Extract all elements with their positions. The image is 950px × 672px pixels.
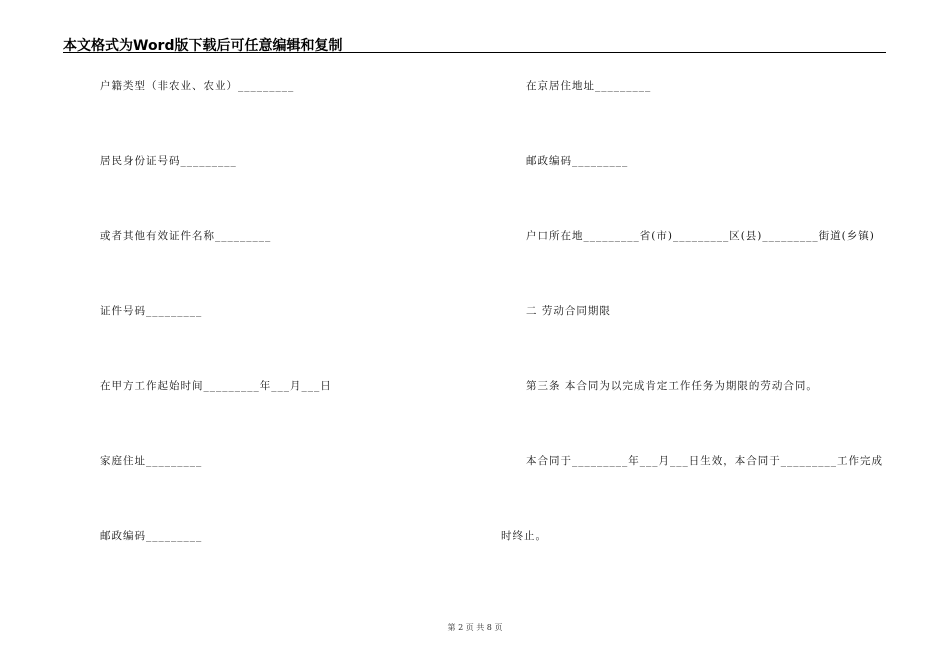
beijing-address-field: 在京居住地址_________ (526, 80, 652, 92)
registered-residence-field: 户口所在地_________省(市)_________区(县)_________街道(乡镇) (526, 230, 875, 242)
postal-code-field-right: 邮政编码_________ (526, 155, 629, 167)
header-divider (63, 52, 886, 53)
employment-start-date-field: 在甲方工作起始时间_________年___月___日 (100, 380, 332, 392)
article-three-text: 第三条 本合同为以完成肯定工作任务为期限的劳动合同。 (526, 380, 818, 392)
postal-code-field: 邮政编码_________ (100, 530, 203, 542)
id-number-field: 居民身份证号码_________ (100, 155, 237, 167)
page-number: 第 2 页 共 8 页 (447, 623, 503, 632)
other-id-name-field: 或者其他有效证件名称_________ (100, 230, 272, 242)
contract-effective-dates-text: 本合同于_________年___月___日生效，本合同于_________工作完成 (526, 455, 883, 467)
section-heading-contract-term: 二 劳动合同期限 (526, 305, 611, 317)
household-type-field: 户籍类型（非农业、农业）_________ (100, 80, 295, 92)
contract-termination-text: 时终止。 (501, 530, 547, 542)
home-address-field: 家庭住址_________ (100, 455, 203, 467)
id-number-other-field: 证件号码_________ (100, 305, 203, 317)
document-header-title: 本文格式为Word版下载后可任意编辑和复制 (63, 38, 343, 54)
